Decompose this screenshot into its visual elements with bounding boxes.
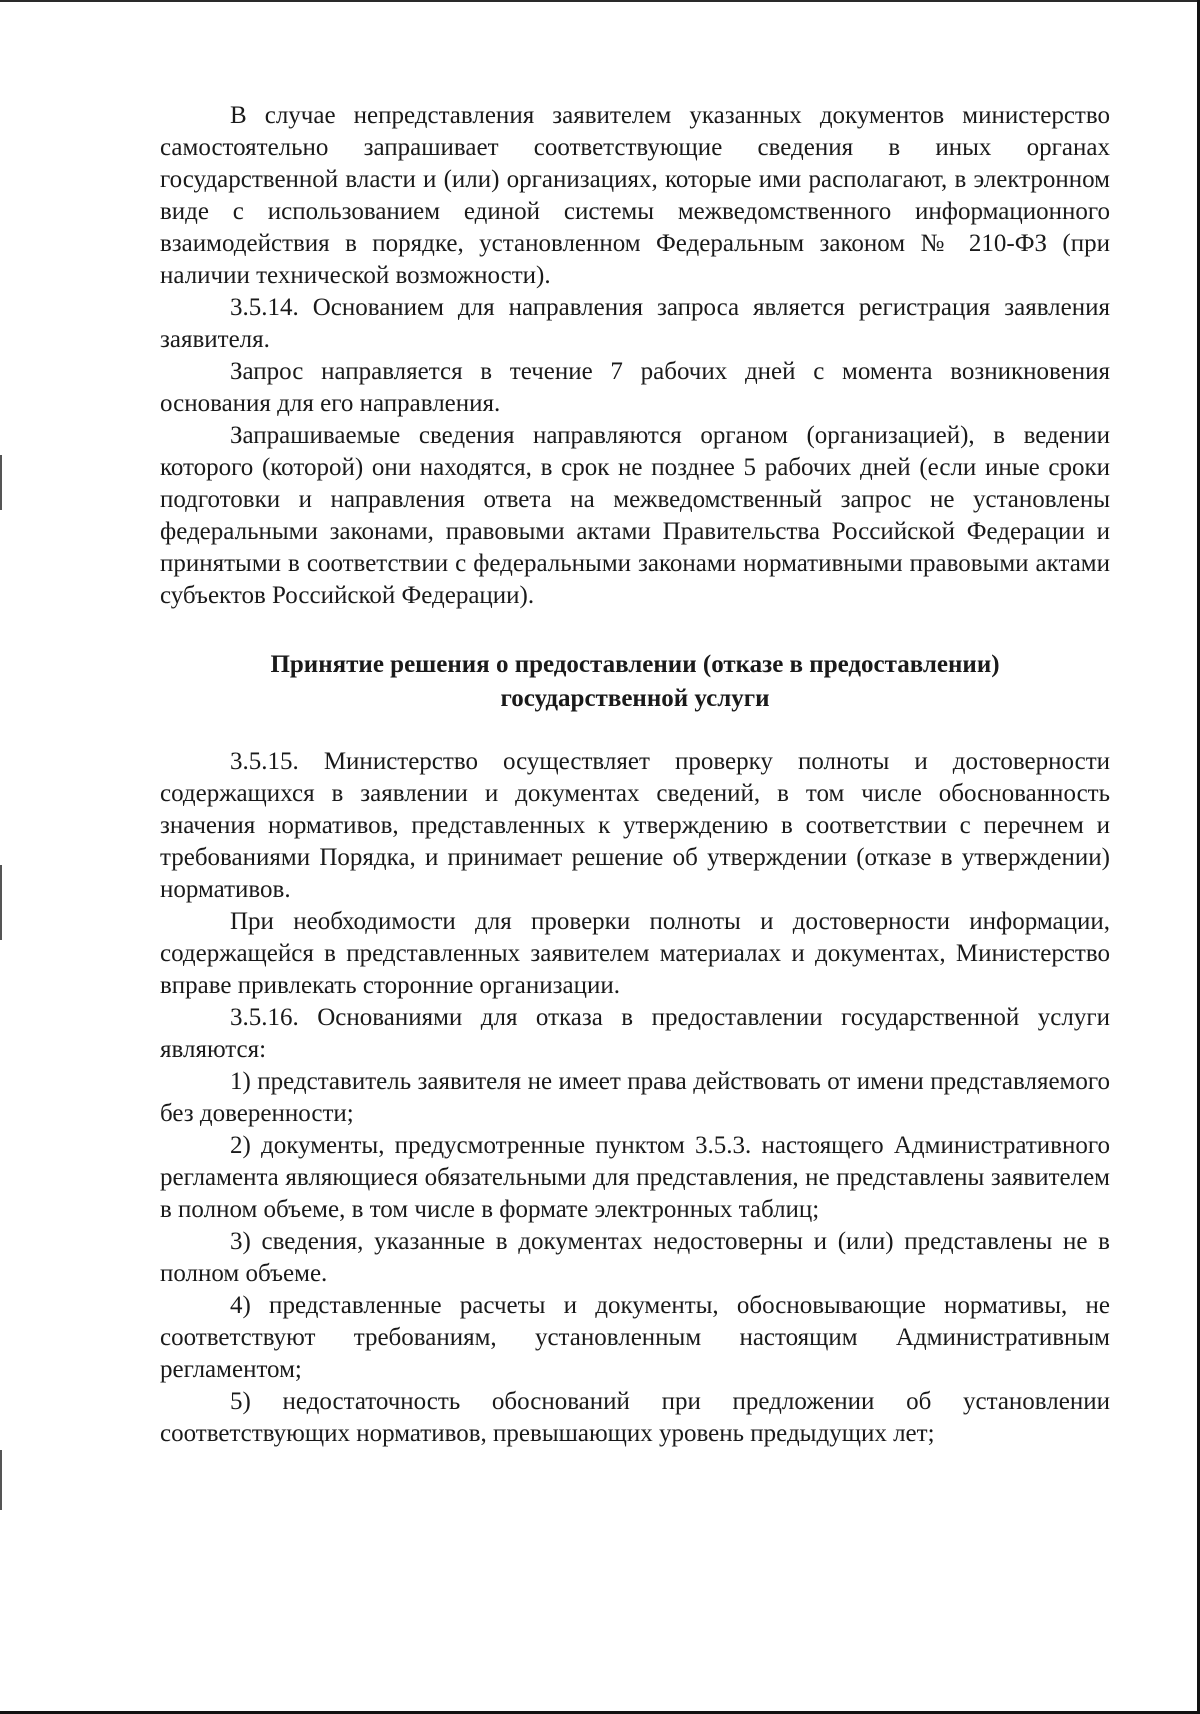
paragraph-response-deadline: Запрашиваемые сведения направляются органом (организацией), в ведении которого (которой) они находятся, в срок не позднее 5 рабочих дней (если иные сроки подготовки и направления ответа на межведомственный запрос не установлены федеральными законами, правовыми актами Правительства Российской Федерации и принятыми в соответствии с федеральными законами нормативными правовыми актами субъектов Российской Федерации). [160,422,1110,609]
paragraph-request-deadline: Запрос направляется в течение 7 рабочих дней с момента возникновения основания для его направления. [160,358,1110,417]
scan-edge-top [0,0,1200,2]
paragraph-3-5-14: 3.5.14. Основанием для направления запроса является регистрация заявления заявителя. [160,294,1110,353]
scan-mark-left-middle [0,865,2,940]
section-heading-line2: государственной услуги [500,685,770,712]
document-page [160,100,1110,1450]
section-heading-line1: Принятие решения о предоставлении (отказе в предоставлении) [270,651,1000,678]
paragraph-interagency-request: В случае непредставления заявителем указанных документов министерство самостоятельно запрашивает соответствующие сведения в иных органах государственной власти и (или) организациях, которые ими располагают, в электронном виде с использованием единой системы межведомственного информационного взаимодействия в порядке, установленном Федеральным законом № 210-ФЗ (при наличии технической возможности). [160,102,1110,289]
list-item-2: 2) документы, предусмотренные пунктом 3.5.3. настоящего Административного регламента являющиеся обязательными для представления, не представлены заявителем в полном объеме, в том числе в формате электронных таблиц; [160,1132,1110,1223]
paragraph-3-5-15: 3.5.15. Министерство осуществляет проверку полноты и достоверности содержащихся в заявлении и документах сведений, в том числе обоснованность значения нормативов, представленных к утверждению в соответствии с перечнем и требованиями Порядка, и принимает решение об утверждении (отказе в утверждении) нормативов. [160,748,1110,903]
scan-mark-left-lower [0,1450,2,1510]
list-item-4: 4) представленные расчеты и документы, обосновывающие нормативы, не соответствуют требованиям, установленным настоящим Административным регламентом; [160,1292,1110,1383]
list-item-5: 5) недостаточность обоснований при предложении об установлении соответствующих нормативов, превышающих уровень предыдущих лет; [160,1388,1110,1447]
paragraph-3-5-16: 3.5.16. Основаниями для отказа в предоставлении государственной услуги являются: [160,1004,1110,1063]
list-item-3: 3) сведения, указанные в документах недостоверны и (или) представлены не в полном объеме. [160,1228,1110,1287]
spacer [160,716,1110,746]
spacer [160,612,1110,648]
paragraph-third-party: При необходимости для проверки полноты и достоверности информации, содержащейся в представленных заявителем материалах и документах, Министерство вправе привлекать сторонние организации. [160,908,1110,999]
section-heading [160,648,1110,716]
list-item-1: 1) представитель заявителя не имеет права действовать от имени представляемого без доверенности; [160,1068,1110,1127]
scan-mark-left-upper [0,455,2,510]
